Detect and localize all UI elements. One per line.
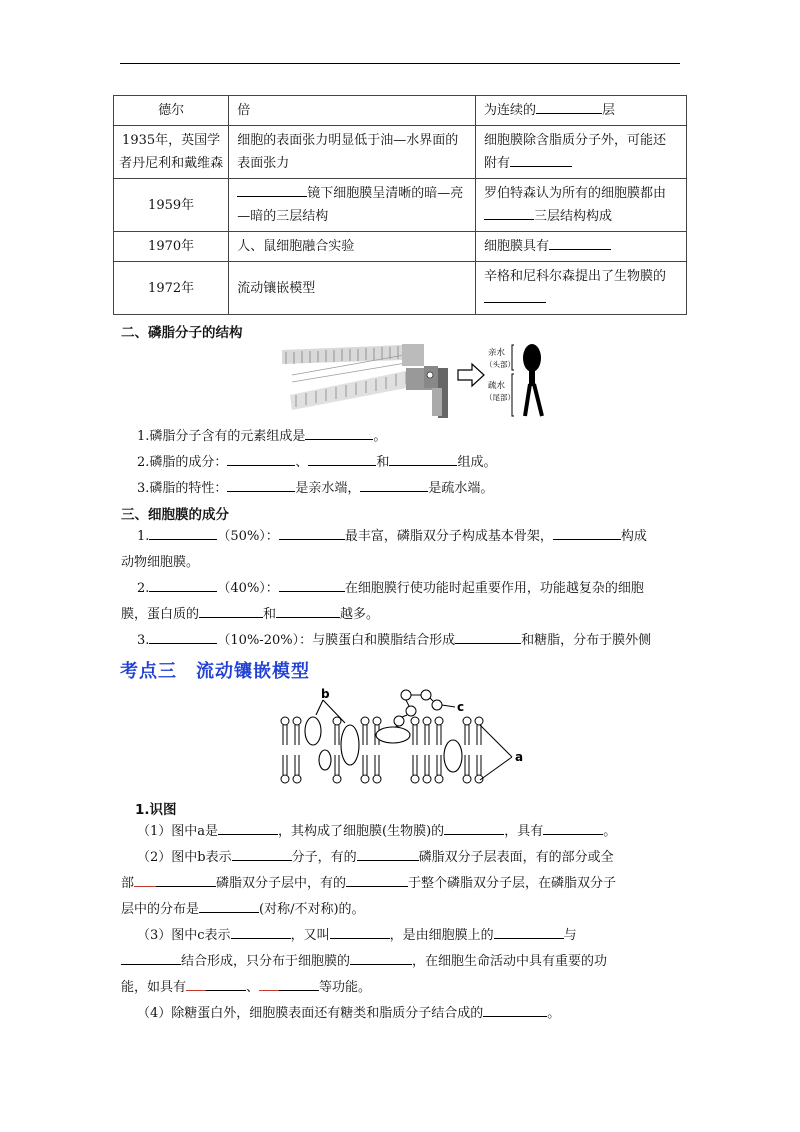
bilayer-bracket-a bbox=[480, 725, 512, 780]
fill-blank[interactable] bbox=[543, 822, 603, 835]
table-row bbox=[114, 179, 687, 232]
fill-blank[interactable] bbox=[149, 631, 217, 644]
fill-blank[interactable] bbox=[199, 605, 263, 618]
fill-blank[interactable] bbox=[346, 874, 408, 887]
fill-blank[interactable] bbox=[360, 479, 428, 492]
table-cell-conclusion: 罗伯特森认为所有的细胞膜都由三层结构构成 bbox=[475, 179, 686, 232]
fill-blank[interactable] bbox=[279, 978, 319, 991]
membrane-history-table bbox=[113, 95, 687, 315]
identify-q3: （3）图中c表示 ，又叫 ，是由细胞膜上的 与 bbox=[137, 928, 577, 943]
paragraph-protein: 2. （40%）： 在细胞膜行使功能时起重要作用，功能越复杂的细胞 bbox=[137, 581, 644, 596]
paragraph-protein-cont: 膜，蛋白质的 和 越多。 bbox=[121, 607, 380, 622]
q-elements: 1.磷脂分子含有的元素组成是 。 bbox=[137, 429, 387, 444]
phospholipid-molecule bbox=[333, 717, 341, 783]
table-cell-year: 1935年，英国学者丹尼利和戴维森 bbox=[114, 126, 229, 179]
fill-blank[interactable] bbox=[549, 237, 611, 250]
fill-blank[interactable] bbox=[231, 926, 291, 939]
fill-blank[interactable] bbox=[484, 290, 546, 303]
identify-q4: （4）除糖蛋白外，细胞膜表面还有糖类和脂质分子结合成的 。 bbox=[137, 1006, 561, 1021]
table-row bbox=[114, 96, 687, 126]
right-arrow-icon bbox=[458, 364, 484, 386]
phospholipid-molecule bbox=[361, 717, 369, 783]
table-row bbox=[114, 126, 687, 179]
table-cell-year: 1972年 bbox=[114, 262, 229, 315]
tail-label: （尾部） bbox=[485, 393, 515, 402]
identify-q1: （1）图中a是 ，其构成了细胞膜(生物膜)的 ，具有 。 bbox=[137, 824, 617, 839]
fill-blank[interactable] bbox=[484, 207, 534, 220]
fill-blank[interactable] bbox=[121, 952, 181, 965]
phospholipid-molecule bbox=[411, 717, 419, 783]
fill-blank[interactable] bbox=[232, 848, 292, 861]
table-cell-experiment: 细胞的表面张力明显低于油—水界面的表面张力 bbox=[229, 126, 476, 179]
identify-q3-line3: 能，如具有 、 等功能。 bbox=[121, 980, 372, 995]
fill-blank[interactable] bbox=[276, 605, 340, 618]
fill-blank[interactable] bbox=[308, 453, 376, 466]
table-cell-conclusion: 为连续的 层 bbox=[475, 96, 686, 126]
phospholipid-molecule bbox=[435, 717, 443, 783]
identify-q2-line2: 部 磷脂双分子层中，有的 于整个磷脂双分子层，在磷脂双分子 bbox=[121, 876, 617, 891]
fill-blank[interactable] bbox=[134, 874, 156, 887]
table-cell-experiment: 镜下细胞膜呈清晰的暗—亮—暗的三层结构 bbox=[229, 179, 476, 232]
fill-blank[interactable] bbox=[536, 101, 602, 114]
fill-blank[interactable] bbox=[483, 1004, 547, 1017]
fill-blank[interactable] bbox=[553, 527, 621, 540]
fill-blank[interactable] bbox=[455, 631, 521, 644]
phospholipid-bilayer-figure bbox=[280, 340, 550, 420]
glycoprotein-c bbox=[394, 690, 455, 727]
fill-blank[interactable] bbox=[357, 848, 419, 861]
q-properties: 3.磷脂的特性： 是亲水端， 是疏水端。 bbox=[137, 481, 494, 496]
fill-blank[interactable] bbox=[350, 952, 412, 965]
fill-blank[interactable] bbox=[279, 579, 345, 592]
paragraph-lipid: 1. （50%）： 最丰富，磷脂双分子构成基本骨架， 构成 bbox=[137, 529, 647, 544]
bilayer-sheet-image bbox=[282, 344, 448, 418]
q-components: 2.磷脂的成分： 、 和 组成。 bbox=[137, 455, 497, 470]
fill-blank[interactable] bbox=[279, 527, 345, 540]
phospholipid-molecule bbox=[423, 717, 431, 783]
table-cell-year: 德尔 bbox=[114, 96, 229, 126]
fill-blank[interactable] bbox=[149, 527, 217, 540]
fill-blank[interactable] bbox=[227, 479, 295, 492]
head-label: （头部） bbox=[485, 360, 515, 369]
fill-blank[interactable] bbox=[389, 453, 457, 466]
table-cell-year: 1959年 bbox=[114, 179, 229, 232]
phospholipid-molecule bbox=[281, 717, 289, 783]
phospholipid-molecule bbox=[463, 717, 471, 783]
section-heading-components: 三、细胞膜的成分 bbox=[121, 507, 229, 523]
protein-b bbox=[305, 700, 465, 772]
fill-blank[interactable] bbox=[218, 822, 278, 835]
fill-blank[interactable] bbox=[444, 822, 504, 835]
fill-blank[interactable] bbox=[227, 453, 295, 466]
fill-blank[interactable] bbox=[149, 579, 217, 592]
fill-blank[interactable] bbox=[199, 900, 259, 913]
table-cell-year: 1970年 bbox=[114, 232, 229, 262]
table-cell-conclusion: 细胞膜除含脂质分子外，可能还附有 bbox=[475, 126, 686, 179]
hydrophilic-label: 亲水 bbox=[488, 348, 506, 358]
fill-blank[interactable] bbox=[305, 427, 373, 440]
section-heading-phospholipid: 二、磷脂分子的结构 bbox=[121, 325, 243, 341]
fill-blank[interactable] bbox=[237, 184, 307, 197]
fill-blank[interactable] bbox=[156, 874, 216, 887]
table-cell-experiment: 人、鼠细胞融合实验 bbox=[229, 232, 476, 262]
paragraph-sugar: 3. （10%-20%）：与膜蛋白和膜脂结合形成 和糖脂，分布于膜外侧 bbox=[137, 633, 652, 648]
identify-heading: 1.识图 bbox=[135, 802, 177, 818]
table-cell-conclusion: 辛格和尼科尔森提出了生物膜的 bbox=[475, 262, 686, 315]
identify-q2-line3: 层中的分布是 (对称/不对称)的。 bbox=[121, 902, 365, 917]
fill-blank[interactable] bbox=[186, 978, 206, 991]
header-rule bbox=[120, 63, 680, 64]
fill-blank[interactable] bbox=[510, 154, 572, 167]
fill-blank[interactable] bbox=[330, 926, 390, 939]
label-c: c bbox=[457, 700, 465, 714]
table-row bbox=[114, 262, 687, 315]
phospholipid-molecule bbox=[373, 717, 381, 783]
fill-blank[interactable] bbox=[494, 926, 564, 939]
fill-blank[interactable] bbox=[206, 978, 246, 991]
phospholipid-molecule bbox=[293, 717, 301, 783]
table-cell-conclusion: 细胞膜具有 bbox=[475, 232, 686, 262]
kaodian-title: 考点三 流动镶嵌模型 bbox=[120, 661, 310, 682]
phospholipid-molecule-icon bbox=[512, 344, 542, 416]
identify-q3-line2: 结合形成，只分布于细胞膜的 ，在细胞生命活动中具有重要的功 bbox=[121, 952, 691, 972]
table-cell-experiment: 倍 bbox=[229, 96, 476, 126]
table-row bbox=[114, 232, 687, 262]
fluid-mosaic-membrane-figure bbox=[275, 685, 535, 785]
fill-blank[interactable] bbox=[259, 978, 279, 991]
hydrophobic-label: 疏水 bbox=[488, 381, 506, 391]
identify-q2: （2）图中b表示 分子，有的 磷脂双分子层表面，有的部分或全 bbox=[137, 850, 614, 865]
table-cell-experiment: 流动镶嵌模型 bbox=[229, 262, 476, 315]
label-a: a bbox=[515, 750, 524, 764]
paragraph-lipid-cont: 动物细胞膜。 bbox=[121, 555, 200, 570]
label-b: b bbox=[321, 687, 330, 701]
